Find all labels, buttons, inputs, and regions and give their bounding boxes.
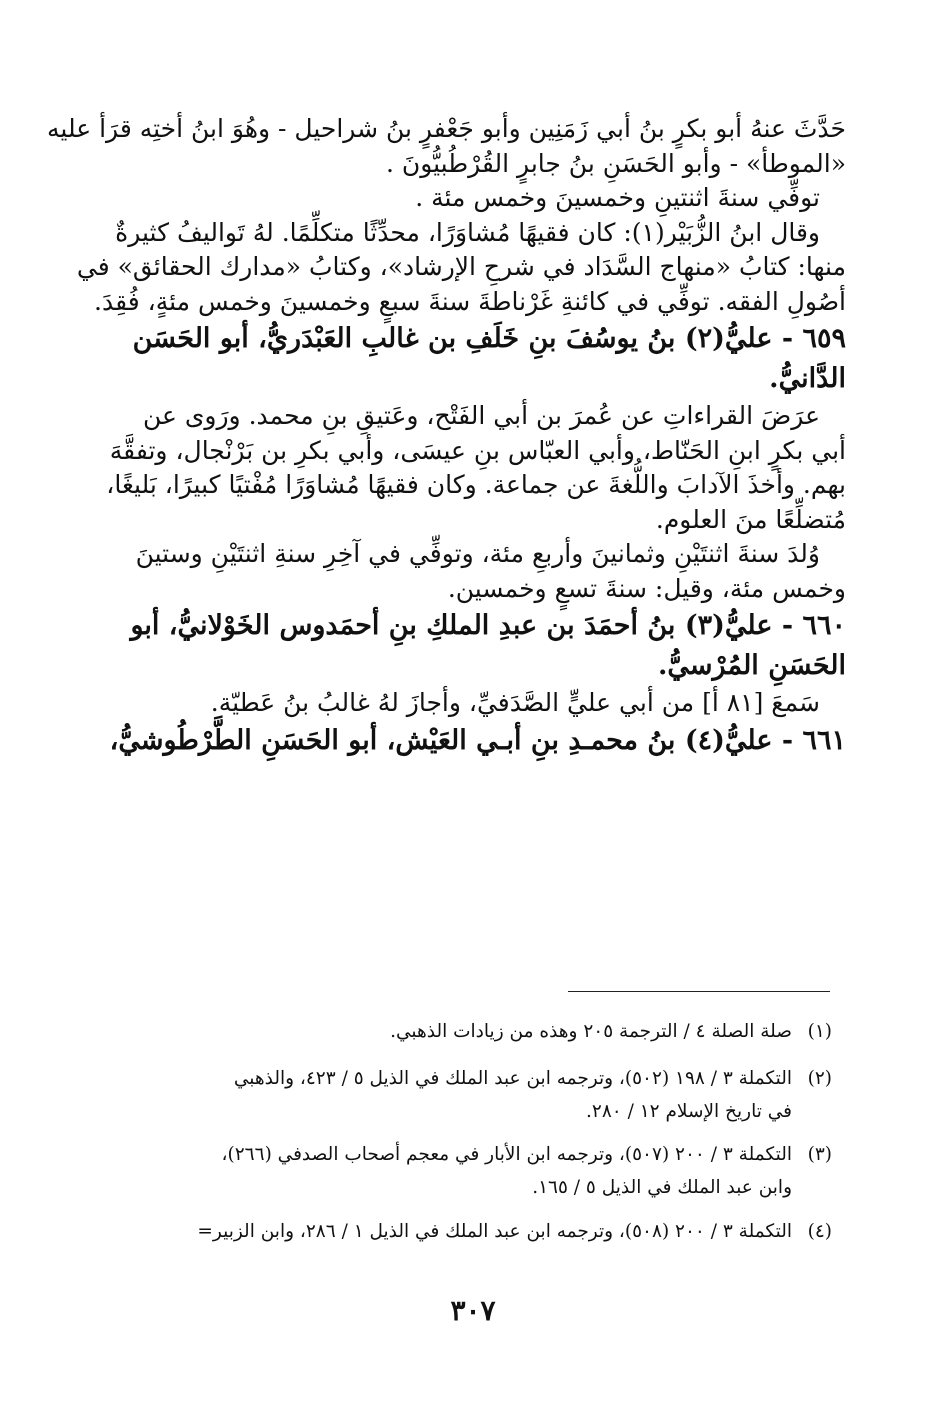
text-line: سَمعَ [٨١ أ] من أبي عليٍّ الصَّدَفيِّ، وأجازَ لهُ غالبُ بنُ عَطيّة.: [210, 688, 820, 717]
text-line: أصُولِ الفقه. توفِّي في كائنةِ غَرْناطةَ سنةَ سبعٍ وخمسينَ وخمس مئةٍ، فُقِدَ.: [94, 286, 846, 316]
footnote-number: (١): [807, 1021, 832, 1042]
footnote-number: (٤): [807, 1221, 832, 1242]
footnote-continuation: في تاريخ الإسلام ١٢ / ٢٨٠.: [586, 1101, 792, 1122]
main-text: [47, 112, 846, 761]
text-line: بهم. وأخذَ الآدابَ واللُّغةَ عن جماعة. وكان فقيهًا مُشاوَرًا مُفْتيًا كبيرًا، بَليغًا،: [106, 470, 846, 499]
footnote: [92, 1139, 832, 1170]
text-line: وقال ابنُ الزُّبَيْر(١): كان فقيهًا مُشاوَرًا، محدِّثًا متكلِّمًا. لهُ تَواليفُ كثيرةٌ: [115, 217, 820, 247]
footnote-text: التكملة ٣ / ٢٠٠ (٥٠٧)، وترجمه ابن الأبار في معجم أصحاب الصدفي (٢٦٦)،: [221, 1144, 792, 1165]
text-line: وُلدَ سنةَ اثنتَيْنِ وثمانينَ وأربعِ مئة، وتوفِّي في آخِرِ سنةِ اثنتَيْنِ وستينَ: [135, 539, 820, 568]
footnote: [92, 1063, 832, 1094]
text-line: منها: كتابُ «منهاج السَّدَاد في شرحِ الإرشاد»، وكتابُ «مدارك الحقائق» في: [76, 252, 846, 281]
footnote: [92, 1216, 832, 1247]
text-line: توفِّي سنةَ اثنتينِ وخمسينَ وخمس مئة .: [415, 183, 820, 212]
text-line: مُتضلِّعًا منَ العلوم.: [655, 504, 846, 534]
entry-heading: ٦٥٩ - عليُّ(٢) بنُ يوسُفَ بنِ خَلَفِ بن غالبِ العَبْدَريُّ، أبو الحَسَن: [132, 323, 846, 354]
footnote-number: (٣): [807, 1144, 832, 1165]
entry-heading: الحَسَنِ المُرْسيُّ.: [658, 650, 846, 681]
text-line: «الموطأ» - وأبو الحَسَنِ بنُ جابرٍ القُرْطُبيُّونَ .: [385, 148, 846, 178]
text-line: حَدَّثَ عنهُ أبو بكرٍ بنُ أبي زَمَنِين وأبو جَعْفرٍ بنُ شراحيل - وهُوَ ابنُ أختِه قرَأ عليه: [47, 114, 846, 143]
entry-heading: ٦٦١ - عليُّ(٤) بنُ محمـدِ بنِ أبـي العَيْش، أبو الحَسَنِ الطَّرْطُوشيُّ،: [109, 724, 846, 756]
entry-heading: الدَّانيُّ.: [769, 363, 846, 394]
text-line: وخمس مئة، وقيل: سنةَ تسعٍ وخمسين.: [447, 573, 846, 603]
footnote-separator: [568, 991, 830, 992]
footnote-number: (٢): [807, 1068, 832, 1089]
footnote-text: التكملة ٣ / ١٩٨ (٥٠٢)، وترجمه ابن عبد الملك في الذيل ٥ / ٤٢٣، والذهبي: [233, 1068, 792, 1089]
footnote-text: التكملة ٣ / ٢٠٠ (٥٠٨)، وترجمه ابن عبد الملك في الذيل ١ / ٢٨٦، وابن الزبير=: [197, 1221, 792, 1242]
footnote-continuation: وابن عبد الملك في الذيل ٥ / ١٦٥.: [532, 1177, 792, 1198]
page-number: ٣٠٧: [450, 1294, 496, 1327]
footnote-text: صلة الصلة ٤ / الترجمة ٢٠٥ وهذه من زيادات الذهبي.: [390, 1021, 792, 1042]
text-line: عرَضَ القراءاتِ عن عُمرَ بن أبي الفَتْح، وعَتيقِ بنِ محمد. ورَوى عن: [142, 401, 820, 430]
footnote: [92, 1016, 832, 1047]
entry-heading: ٦٦٠ - عليُّ(٣) بنُ أحمَدَ بن عبدِ الملكِ بنِ أحمَدوس الخَوْلانيُّ، أبو: [130, 610, 846, 641]
text-line: أبي بكرٍ ابنِ الحَنّاط، وأبي العبّاس بنِ عيسَى، وأبي بكرِ بن بَرْنْجال، وتفقَّهَ: [109, 435, 846, 465]
